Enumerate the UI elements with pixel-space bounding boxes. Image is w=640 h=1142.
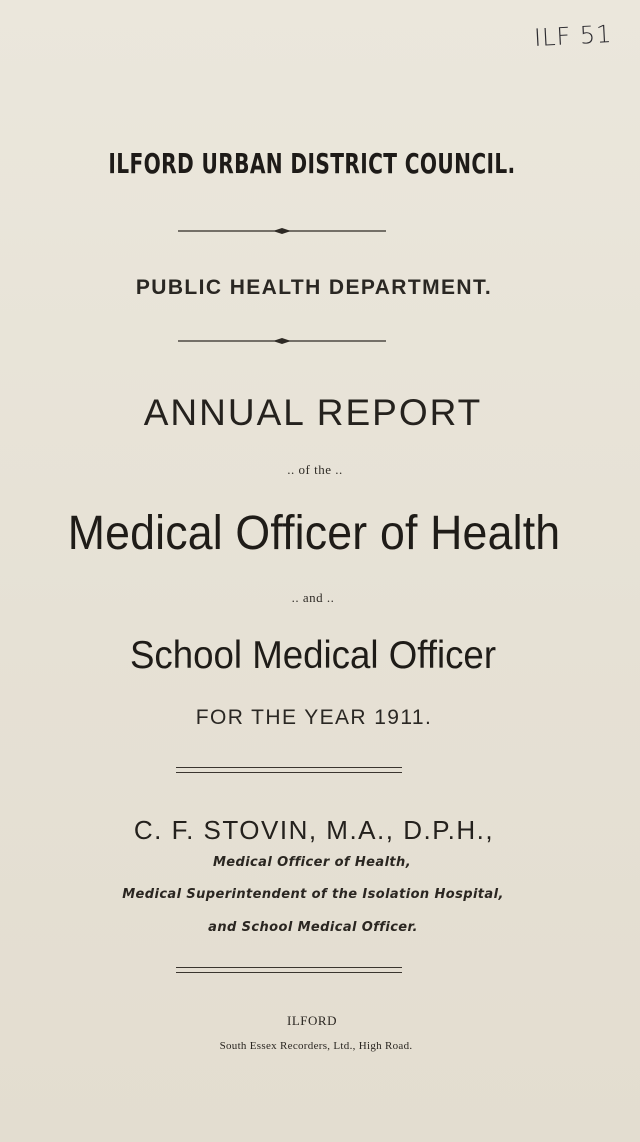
imprint-printer: South Essex Recorders, Ltd., High Road. [219, 1040, 413, 1052]
author-role-2: Medical Superintendent of the Isolation Hospital, [122, 887, 504, 902]
ornament-rule-middle [178, 336, 386, 346]
author-name: C. F. STOVIN, M.A., D.P.H., [133, 815, 495, 845]
officer-title: Medical Officer of Health [67, 507, 561, 560]
school-officer-title: School Medical Officer [129, 634, 497, 677]
report-title: ANNUAL REPORT [143, 392, 483, 433]
author-role-3: and School Medical Officer. [208, 920, 418, 935]
ornament-rule-top [178, 226, 386, 236]
council-heading: ILFORD URBAN DISTRICT COUNCIL. [108, 147, 516, 180]
double-rule-upper [176, 767, 402, 773]
double-rule-lower [176, 967, 402, 973]
year-line: FOR THE YEAR 1911. [195, 706, 433, 729]
department-heading: PUBLIC HEALTH DEPARTMENT. [135, 276, 493, 299]
of-the-text: .. of the .. [287, 462, 343, 477]
author-role-1: Medical Officer of Health, [212, 855, 412, 870]
catalogue-mark: ILF 51 [532, 19, 613, 53]
and-text: .. and .. [291, 590, 335, 605]
imprint-place: ILFORD [287, 1013, 337, 1028]
